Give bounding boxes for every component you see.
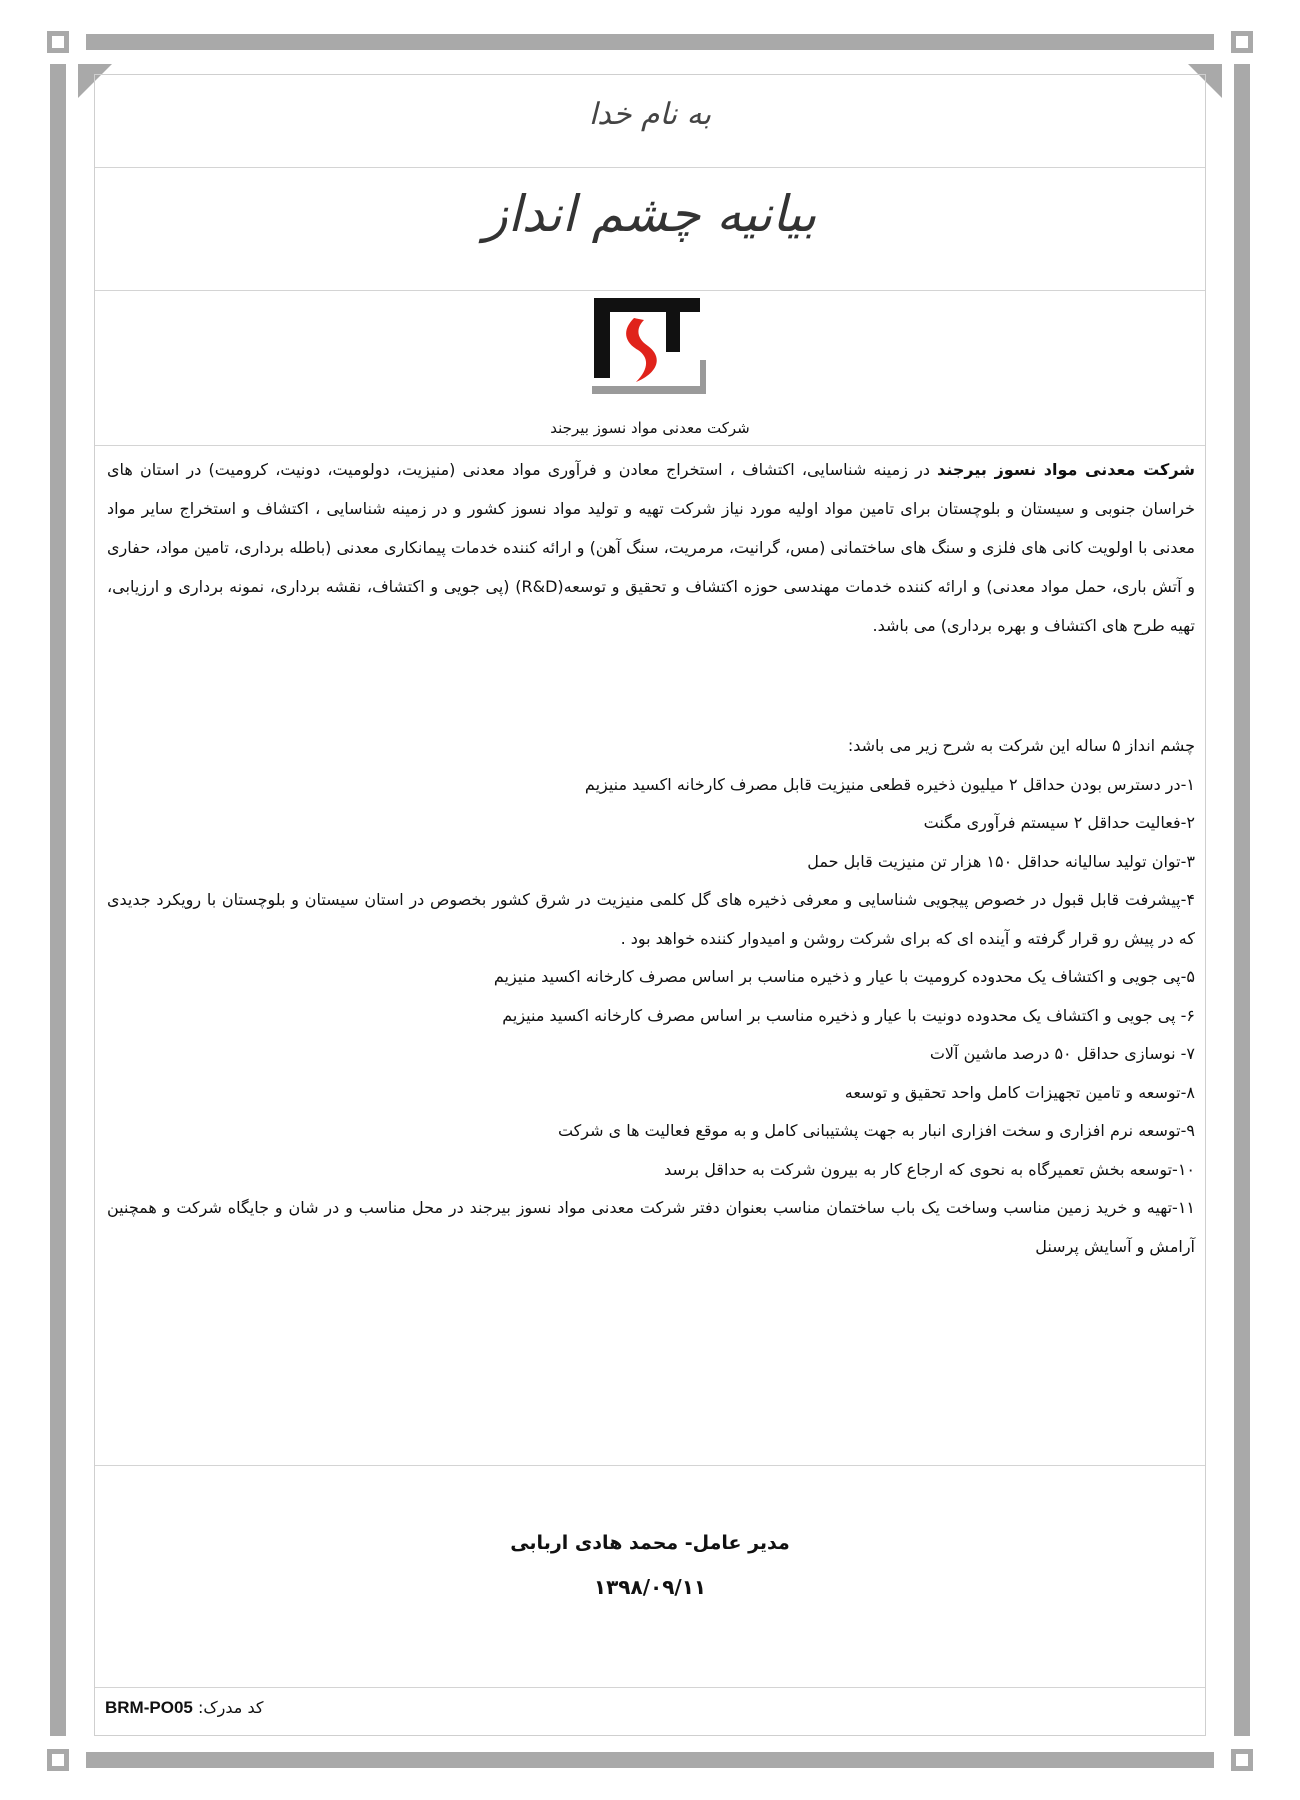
- list-item: ۸-توسعه و تامین تجهیزات کامل واحد تحقیق و توسعه: [844, 1082, 1195, 1102]
- list-item: ۳-توان تولید سالیانه حداقل ۱۵۰ هزار تن منیزیت قابل حمل: [807, 851, 1195, 871]
- vision-heading: چشم انداز ۵ ساله این شرکت به شرح زیر می باشد:: [847, 736, 1195, 755]
- intro-company-name: شرکت معدنی مواد نسوز بیرجند: [937, 460, 1196, 479]
- frame-left-bar: [50, 64, 66, 1736]
- frame-top-bar: [86, 34, 1214, 50]
- intro-paragraph: [107, 450, 1195, 645]
- intro-text: در زمینه شناسایی، اکتشاف ، استخراج معادن و فرآوری مواد معدنی (منیزیت، دولومیت، دونیت، کرومیت) در استان های خراسان جنوبی و سیستان و بلوچستان برای تامین مواد اولیه مورد نیاز شرکت تهیه و تولید مواد نسوز کشور و در زمینه شناسایی ، اکتشاف و استخراج سایر مواد معدنی با اولویت کانی های فلزی و سنگ های ساختمانی (مس، گرانیت، مرمریت، سنگ آهن) و ارائه کننده خدمات پیمانکاری معدنی (باطله برداری، تامین مواد، حفاری و آتش باری، حمل مواد معدنی) و ارائه کننده خدمات مهندسی حوزه اکتشاف و تحقیق و توسعه(R&D) (پی جویی و اکتشاف، نقشه برداری، نمونه برداری و ارزیابی، تهیه طرح های اکتشاف و بهره برداری) می باشد.: [107, 460, 1196, 635]
- signature-date: ۱۳۹۸/۰۹/۱۱: [593, 1575, 707, 1599]
- list-item: ۶- پی جویی و اکتشاف یک محدوده دونیت با عیار و ذخیره مناسب بر اساس مصرف کارخانه اکسید منیزیم: [502, 1005, 1195, 1025]
- frame-corner-bottom-right: [1231, 1749, 1253, 1771]
- list-item: ۹-توسعه نرم افزاری و سخت افزاری انبار به جهت پشتیبانی کامل و به موقع فعالیت ها ی شرکت: [557, 1121, 1195, 1140]
- list-item: ۵-پی جویی و اکتشاف یک محدوده کرومیت با عیار و ذخیره مناسب بر اساس مصرف کارخانه اکسید منیزیم: [493, 967, 1195, 986]
- page-title: بیانیه چشم انداز: [483, 185, 817, 243]
- frame-corner-bottom-left: [47, 1749, 69, 1771]
- vision-list: [107, 727, 1195, 1266]
- list-item: ۱۰-توسعه بخش تعمیرگاه به نحوی که ارجاع کار به بیرون شرکت به حداقل برسد: [664, 1159, 1195, 1179]
- logo-dark-bar: [594, 312, 610, 378]
- document-page: [94, 74, 1206, 1736]
- document-code-value: BRM-PO05: [105, 1698, 193, 1717]
- frame-right-bar: [1234, 64, 1250, 1736]
- company-logo: [582, 290, 714, 400]
- list-item: ۱-در دسترس بودن حداقل ۲ میلیون ذخیره قطعی منیزیت قابل مصرف کارخانه اکسید منیزیم: [584, 774, 1195, 794]
- bismillah-heading: به نام خدا: [588, 97, 712, 132]
- document-code: [105, 1698, 263, 1718]
- list-item: ۴-پیشرفت قابل قبول در خصوص پیجویی شناسایی و معرفی ذخیره های گل کلمی منیزیت در شرق کشور بخصوص در استان سیستان و بلوچستان با رویکرد جدیدی که در پیش رو قرار گرفته و آینده ای که برای شرکت روشن و امیدوار کننده خواهد بود .: [107, 890, 1195, 948]
- divider: [95, 1465, 1205, 1466]
- list-item: ۷- نوسازی حداقل ۵۰ درصد ماشین آلات: [929, 1044, 1195, 1063]
- divider: [95, 1687, 1205, 1688]
- frame-corner-top-left: [47, 31, 69, 53]
- signer-name: مدیر عامل- محمد هادی اربابی: [510, 1532, 790, 1554]
- document-code-label: کد مدرک:: [197, 1698, 264, 1717]
- frame-corner-top-right: [1231, 31, 1253, 53]
- list-item: ۱۱-تهیه و خرید زمین مناسب وساخت یک باب ساختمان مناسب بعنوان دفتر شرکت معدنی مواد نسوز بیرجند در محل مناسب و در شان و جایگاه شرکت و همچنین آرامش و آسایش پرسنل: [107, 1198, 1195, 1256]
- divider: [95, 445, 1205, 446]
- logo-caption: شرکت معدنی مواد نسوز بیرجند: [550, 419, 750, 437]
- divider: [95, 167, 1205, 168]
- frame-bottom-bar: [86, 1752, 1214, 1768]
- list-item: ۲-فعالیت حداقل ۲ سیستم فرآوری مگنت: [923, 813, 1195, 832]
